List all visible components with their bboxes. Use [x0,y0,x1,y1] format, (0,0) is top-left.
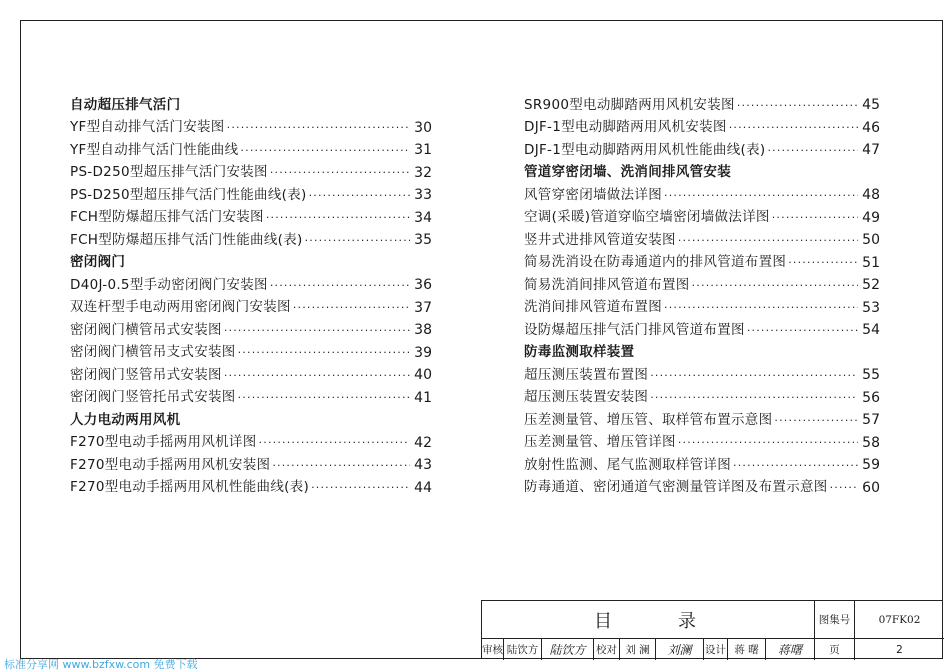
entry-title: 压差测量管、增压管、取样管布置示意图 [524,411,773,428]
toc-entry [70,387,432,410]
entry-page-number: 57 [862,412,880,429]
dot-leader [309,190,410,201]
atlas-number-label: 图集号 [815,601,855,639]
dot-leader [664,190,858,201]
toc-entry [524,477,880,500]
entry-page-number: 41 [414,389,432,406]
entry-page-number: 47 [862,142,880,159]
check-label: 校对 [594,639,620,660]
review-label: 审核 [482,639,504,660]
entry-title: PS-D250型超压排气活门安装图 [70,164,268,180]
entry-title: F270型电动手摇两用风机详图 [70,434,257,450]
dot-leader [240,145,410,156]
toc-entry [524,117,880,140]
entry-title: 放射性监测、尾气监测取样管详图 [524,456,731,473]
dot-leader [678,437,858,448]
toc-entry [524,274,880,297]
toc-right-column [524,94,880,499]
toc-section-heading [70,94,432,117]
dot-leader [830,482,858,493]
dot-leader [238,347,410,358]
dot-leader [224,370,410,381]
toc-entry [524,319,880,342]
toc-entry [524,297,880,320]
dot-leader [729,122,858,133]
entry-title: DJF-1型电动脚踏两用风机安装图 [524,119,727,135]
toc-entry [70,454,432,477]
toc-entry [524,184,880,207]
section-title: 自动超压排气活门 [70,96,181,113]
entry-title: 密闭阀门横管吊式安装图 [70,321,222,338]
entry-title: DJF-1型电动脚踏两用风机性能曲线(表) [524,141,766,158]
entry-page-number: 39 [414,344,432,361]
dot-leader [774,415,858,426]
entry-title: 简易洗消设在防毒通道内的排风管道布置图 [524,254,787,270]
toc-entry [70,184,432,207]
entry-page-number: 59 [862,457,880,474]
entry-page-number: 45 [862,97,880,114]
entry-page-number: 55 [862,367,880,384]
entry-page-number: 38 [414,322,432,339]
toc-entry [524,364,880,387]
dot-leader [259,437,410,448]
entry-title: 防毒通道、密闭通道气密测量管详图及布置示意图 [524,479,828,495]
toc-entry [70,477,432,500]
entry-page-number: 54 [862,322,880,339]
entry-title: F270型电动手摇两用风机安装图 [70,456,271,473]
entry-page-number: 35 [414,232,432,249]
toc-entry [70,162,432,185]
entry-title: F270型电动手摇两用风机性能曲线(表) [70,479,310,495]
document-title [482,601,815,639]
dot-leader [664,302,858,313]
entry-page-number: 43 [414,457,432,474]
toc-entry [524,409,880,432]
toc-entry [524,139,880,162]
toc-entry [70,117,432,140]
page-number: 2 [896,643,903,656]
dot-leader [733,460,858,471]
dot-leader [224,325,410,336]
toc-entry [70,229,432,252]
entry-page-number: 58 [862,434,880,451]
entry-title: 双连杆型手电动两用密闭阀门安装图 [70,299,291,315]
toc-section-heading [524,342,880,365]
entry-page-number: 60 [862,479,880,496]
title-char-1: 目 [594,610,618,632]
reviewer-name: 陆饮方 [504,639,542,660]
title-char-2: 录 [678,610,702,632]
toc-entry [70,207,432,230]
entry-title: 密闭阀门横管吊支式安装图 [70,344,236,360]
toc-section-heading [70,409,432,432]
title-block [481,600,943,659]
dot-leader [266,212,410,223]
toc-entry [524,454,880,477]
dot-leader [772,212,858,223]
toc-entry [524,229,880,252]
design-label: 设计 [704,639,728,660]
dot-leader [747,325,858,336]
entry-page-number: 32 [414,164,432,181]
entry-title: YF型自动排气活门性能曲线 [70,141,239,158]
atlas-number: 07FK02 [855,601,944,639]
entry-title: 超压测压装置安装图 [524,389,649,405]
entry-title: FCH型防爆超压排气活门性能曲线(表) [70,231,303,248]
entry-page-number: 52 [862,277,880,294]
entry-page-number: 36 [414,277,432,294]
section-title: 管道穿密闭墙、洗消间排风管安装 [524,164,731,180]
designer-signature: 蒋曙 [766,639,815,660]
entry-title: 洗消间排风管道布置图 [524,299,662,315]
entry-page-number: 51 [862,254,880,271]
watermark-text: 标准分享网 www.bzfxw.com 免费下载 [4,658,198,671]
dot-leader [692,280,858,291]
entry-page-number: 40 [414,367,432,384]
toc-entry [524,432,880,455]
section-title: 密闭阀门 [70,254,126,270]
entry-page-number: 50 [862,232,880,249]
dot-leader [270,280,410,291]
toc-entry [70,364,432,387]
entry-page-number: 30 [414,119,432,136]
entry-page-number: 49 [862,209,880,226]
toc-left-column [70,94,432,499]
dot-leader [311,482,410,493]
dot-leader [293,302,410,313]
entry-title: YF型自动排气活门安装图 [70,119,225,135]
dot-leader [767,145,858,156]
entry-title: 空调(采暖)管道穿临空墙密闭墙做法详图 [524,209,770,225]
toc-entry [524,207,880,230]
entry-title: SR900型电动脚踏两用风机安装图 [524,96,735,113]
dot-leader [737,100,858,111]
checker-name: 刘 澜 [620,639,656,660]
toc-entry [70,432,432,455]
section-title: 防毒监测取样装置 [524,344,635,360]
checker-signature: 刘澜 [656,639,704,660]
toc-entry [70,297,432,320]
dot-leader [788,257,858,268]
dot-leader [650,392,858,403]
dot-leader [305,235,410,246]
entry-title: 密闭阀门竖管托吊式安装图 [70,389,236,405]
entry-title: 风管穿密闭墙做法详图 [524,186,662,203]
dot-leader [272,460,410,471]
dot-leader [650,370,858,381]
dot-leader [678,235,858,246]
entry-page-number: 48 [862,187,880,204]
dot-leader [238,392,410,403]
entry-page-number: 53 [862,299,880,316]
page-label: 页 [815,639,855,660]
entry-title: 密闭阀门竖管吊式安装图 [70,366,222,383]
toc-section-heading [70,252,432,275]
toc-entry [70,342,432,365]
toc-entry [70,319,432,342]
entry-title: PS-D250型超压排气活门性能曲线(表) [70,186,307,203]
entry-page-number: 31 [414,142,432,159]
entry-page-number: 56 [862,389,880,406]
section-title: 人力电动两用风机 [70,411,181,428]
entry-page-number: 33 [414,187,432,204]
toc-entry [70,274,432,297]
entry-page-number: 42 [414,434,432,451]
entry-page-number: 44 [414,479,432,496]
toc-entry [524,94,880,117]
entry-title: 设防爆超压排气活门排风管道布置图 [524,321,745,338]
dot-leader [270,167,410,178]
toc-entry [70,139,432,162]
entry-page-number: 46 [862,119,880,136]
designer-name: 蒋 曙 [728,639,766,660]
entry-title: 压差测量管、增压管详图 [524,434,676,450]
entry-title: 超压测压装置布置图 [524,366,649,383]
entry-title: 竖井式进排风管道安装图 [524,231,676,248]
toc-entry [524,387,880,410]
reviewer-signature: 陆饮方 [542,639,594,660]
entry-title: FCH型防爆超压排气活门安装图 [70,209,264,225]
entry-title: 简易洗消间排风管道布置图 [524,276,690,293]
entry-page-number: 37 [414,299,432,316]
entry-page-number: 34 [414,209,432,226]
dot-leader [227,122,410,133]
toc-entry [524,252,880,275]
toc-section-heading [524,162,880,185]
entry-title: D40J-0.5型手动密闭阀门安装图 [70,276,268,293]
